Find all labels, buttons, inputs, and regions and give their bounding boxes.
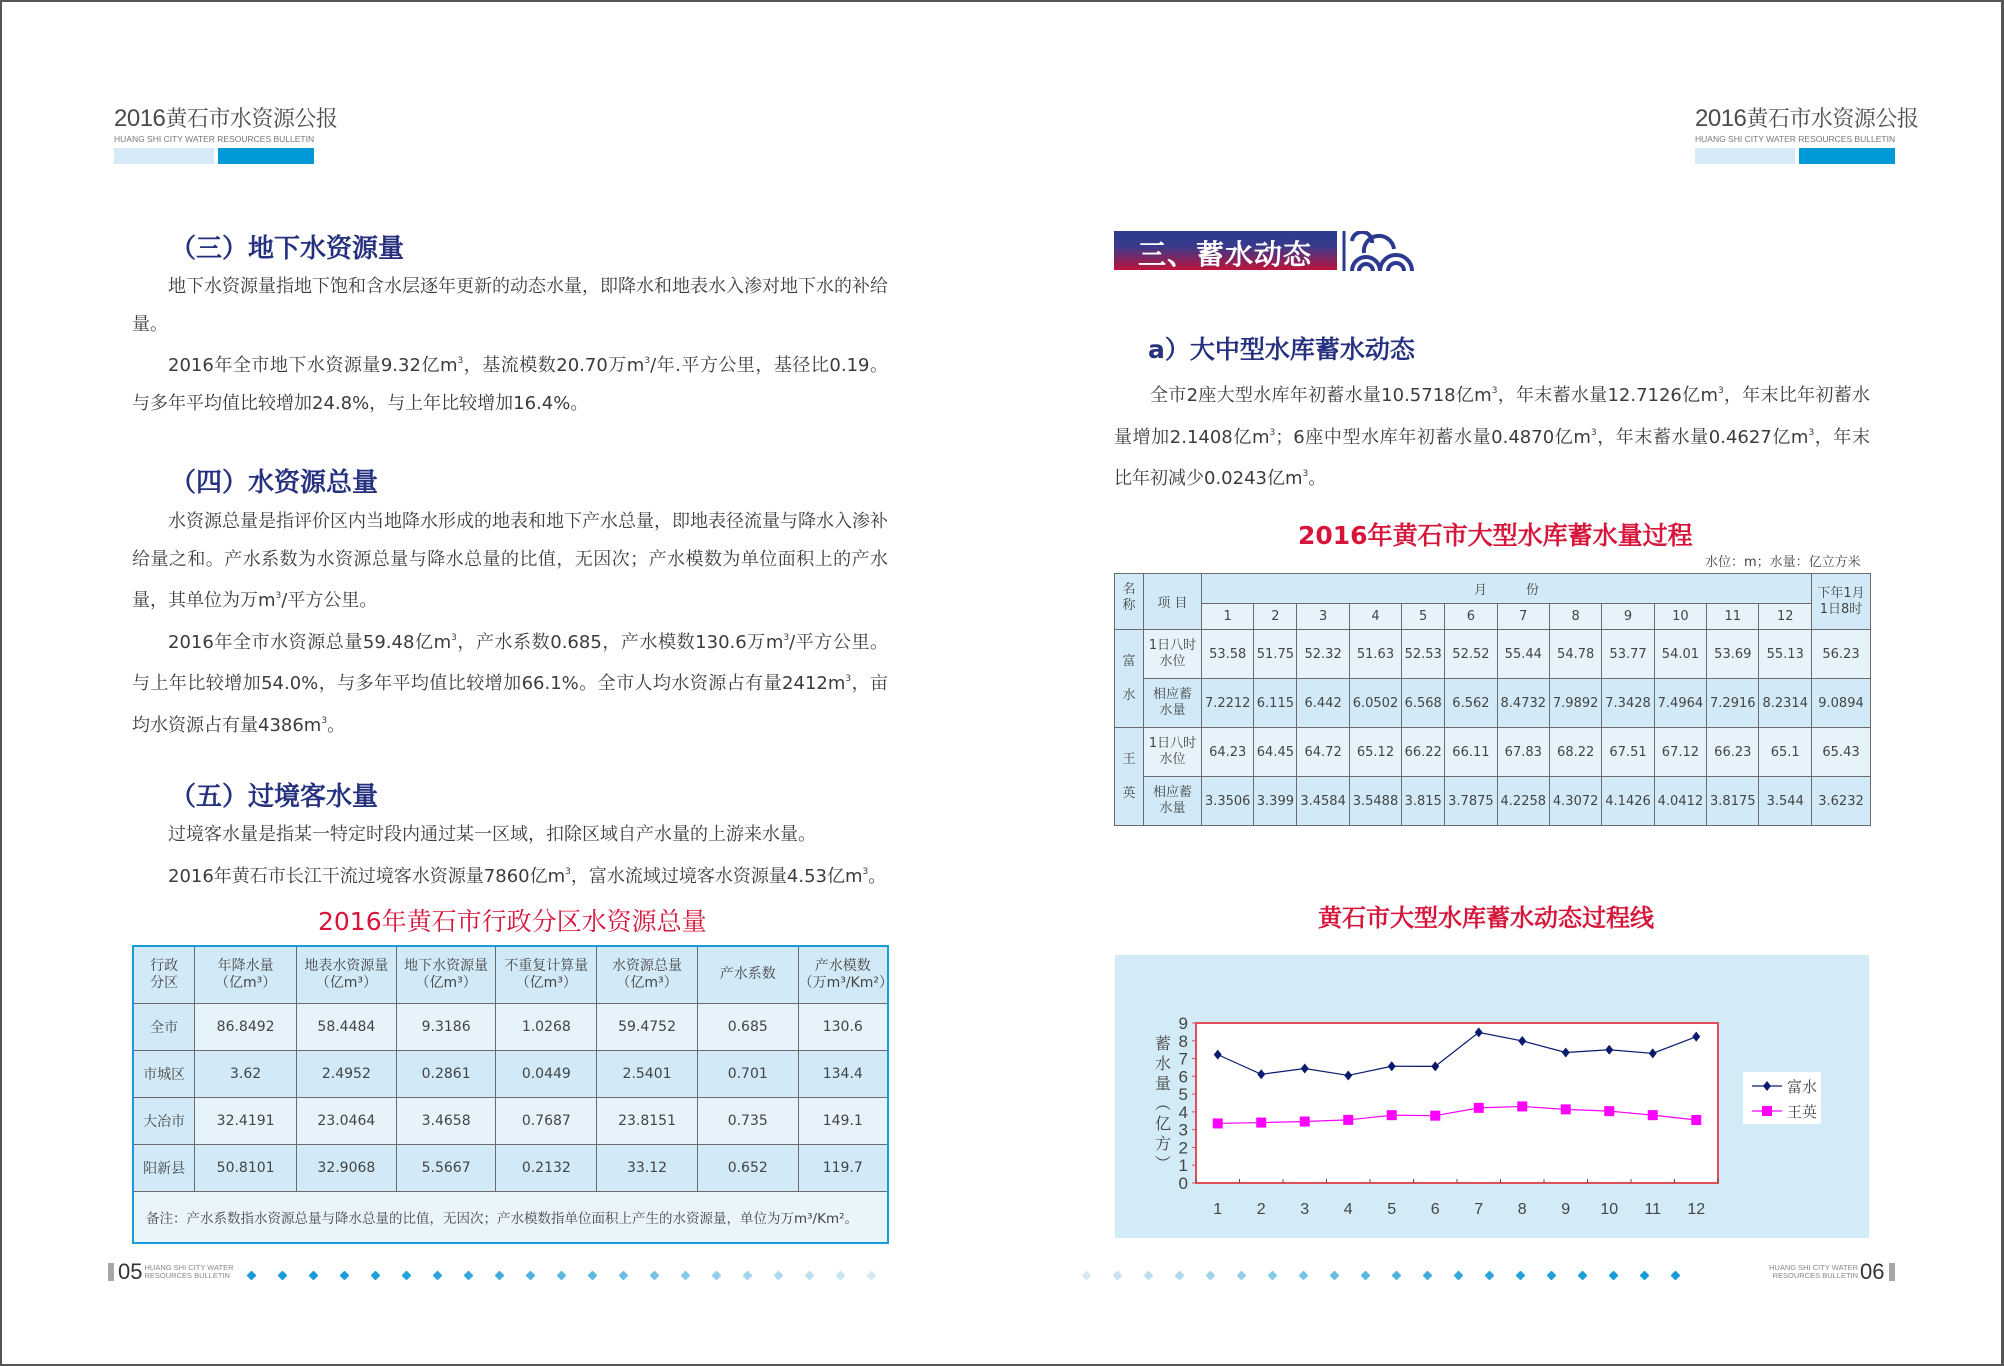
section-heading-total: （四）水资源总量 <box>170 468 379 498</box>
y-axis-label: 蓄 <box>1154 1034 1172 1053</box>
data-point <box>1300 1117 1310 1127</box>
data-point <box>1256 1118 1266 1128</box>
x-tick-label: 8 <box>1517 1201 1527 1218</box>
data-point <box>1561 1104 1571 1114</box>
legend-label: 富水 <box>1787 1078 1818 1096</box>
table-row: 市城区 3.62 2.4952 0.2861 0.0449 2.5401 0.701 134.4 <box>133 1050 888 1097</box>
wave-icon <box>1342 231 1422 271</box>
col-header: 年降水量 （亿m³） <box>195 946 297 1003</box>
x-tick-label: 12 <box>1687 1201 1706 1218</box>
footer-caption: HUANG SHI CITY WATER RESOURCES BULLETIN <box>144 1263 234 1280</box>
header-bars <box>1695 148 1895 164</box>
reservoir-name: 富水 <box>1115 630 1144 728</box>
month-row: 1 2 3 4 5 6 7 8 9 10 11 12 <box>1115 604 1871 630</box>
x-tick-label: 5 <box>1387 1201 1397 1218</box>
data-point <box>1343 1115 1353 1125</box>
y-tick-label: 2 <box>1178 1138 1188 1158</box>
legend-marker <box>1762 1106 1772 1116</box>
data-point <box>1604 1106 1614 1116</box>
table-row: 全市 86.8492 58.4484 9.3186 1.0268 59.4752 0.685 130.6 <box>133 1003 888 1050</box>
x-tick-label: 4 <box>1343 1201 1353 1218</box>
col-header-item: 项 目 <box>1144 574 1202 630</box>
page-marker <box>108 1263 114 1281</box>
plot-area <box>1196 1023 1718 1183</box>
col-header-name: 名称 <box>1115 574 1144 630</box>
page-marker <box>1889 1263 1895 1281</box>
bulletin-title: 2016黄石市水资源公报 <box>114 105 338 132</box>
col-header: 水资源总量 （亿m³） <box>597 946 698 1003</box>
district-resources-table <box>132 945 893 1244</box>
x-tick-label: 1 <box>1213 1201 1223 1218</box>
y-axis-label: 方 <box>1154 1134 1172 1153</box>
data-point <box>1517 1101 1527 1111</box>
x-tick-label: 3 <box>1300 1201 1310 1218</box>
footer-dots-left <box>248 1272 899 1279</box>
y-tick-label: 0 <box>1178 1174 1188 1193</box>
footer-left <box>108 1259 234 1284</box>
col-header: 地表水资源量 （亿m³） <box>296 946 396 1003</box>
footer-right <box>1769 1259 1895 1284</box>
legend-label: 王英 <box>1787 1103 1818 1121</box>
reservoir-storage-table <box>1114 573 1871 826</box>
section-heading-transit: （五）过境客水量 <box>170 782 379 812</box>
y-tick-label: 4 <box>1178 1102 1188 1122</box>
y-axis-label: ︵ <box>1154 1094 1172 1113</box>
section-banner: 三、蓄水动态 <box>1114 231 1337 270</box>
header-brand-right <box>1695 102 1919 164</box>
table-header-row <box>133 946 888 1003</box>
y-axis-label: 亿 <box>1154 1114 1172 1133</box>
table-row: 相应蓄水量 3.3506 3.399 3.4584 3.5488 3.815 3.7875 4.2258 4.3072 4.1426 4.0412 3.8175 3.544 3.6232 <box>1115 777 1871 826</box>
col-header-next-year: 下年1月1日8时 <box>1812 574 1871 630</box>
table-row: 王英 1日八时水位 64.23 64.45 64.72 65.12 66.22 66.11 67.83 68.22 67.51 67.12 66.23 65.1 65.43 <box>1115 728 1871 777</box>
bulletin-title: 2016黄石市水资源公报 <box>1695 105 1919 132</box>
y-tick-label: 5 <box>1178 1085 1188 1105</box>
footer-caption: HUANG SHI CITY WATER RESOURCES BULLETIN <box>1769 1263 1859 1280</box>
table-row: 大冶市 32.4191 23.0464 3.4658 0.7687 23.8151 0.735 149.1 <box>133 1097 888 1144</box>
x-tick-label: 6 <box>1430 1201 1440 1218</box>
y-axis-label: 量 <box>1154 1074 1172 1093</box>
table-note: 备注：产水系数指水资源总量与降水总量的比值，无因次；产水模数指单位面积上产生的水资源量，单位为万m³/Km²。 <box>133 1191 888 1243</box>
x-tick-label: 9 <box>1561 1201 1571 1218</box>
table-title-district: 2016年黄石市行政分区水资源总量 <box>318 907 707 936</box>
bulletin-subtitle: HUANG SHI CITY WATER RESOURCES BULLETIN <box>114 134 315 144</box>
x-tick-label: 2 <box>1256 1201 1266 1218</box>
data-point <box>1387 1110 1397 1120</box>
col-header: 行政 分区 <box>133 946 195 1003</box>
col-header: 产水模数 （万m³/Km²） <box>798 946 888 1003</box>
data-point <box>1474 1103 1484 1113</box>
col-header: 地下水资源量 （亿m³） <box>396 946 496 1003</box>
x-tick-label: 7 <box>1474 1201 1484 1218</box>
groundwater-text: 地下水资源量指地下饱和含水层逐年更新的动态水量，即降水和地表水入渗对地下水的补给量。 2016年全市地下水资源量9.32亿$m^3$，基流模数20.70万$m^3/$年.平方公里，基径比0.19。与多年平均值比较增加24.8%，与上年比较增加16.4%。 <box>132 276 888 414</box>
y-tick-label: 7 <box>1178 1049 1188 1069</box>
subsection-heading: a）大中型水库蓄水动态 <box>1148 335 1415 364</box>
storage-line-chart <box>1115 955 1869 1238</box>
y-tick-label: 9 <box>1178 1014 1188 1033</box>
col-header: 不重复计算量 （亿m³） <box>496 946 597 1003</box>
chart-title: 黄石市大型水库蓄水动态过程线 <box>1318 904 1654 932</box>
col-header-month: 月 份 <box>1202 574 1812 604</box>
x-tick-label: 10 <box>1600 1201 1619 1218</box>
table-row: 阳新县 50.8101 32.9068 5.5667 0.2132 33.12 0.652 119.7 <box>133 1144 888 1191</box>
section-heading-groundwater: （三）地下水资源量 <box>170 234 405 264</box>
data-point <box>1691 1115 1701 1125</box>
x-tick-label: 11 <box>1644 1201 1662 1218</box>
header-brand-left <box>114 102 338 164</box>
page-number: 05 <box>118 1259 143 1284</box>
page-number: 06 <box>1860 1259 1885 1284</box>
reservoir-name: 王英 <box>1115 728 1144 826</box>
y-axis-label: 水 <box>1154 1054 1172 1073</box>
storage-text: 全市2座大型水库年初蓄水量10.5718亿$m^3$，年末蓄水量12.7126亿$m^3$，年末比年初蓄水量增加2.1408亿$m^3$；6座中型水库年初蓄水量0.4870亿$m^3$，年末蓄水量0.4627亿$m^3$，年末比年初减少0.0243亿$m^3$。 <box>1114 385 1871 489</box>
y-tick-label: 6 <box>1178 1067 1188 1087</box>
col-header: 产水系数 <box>697 946 798 1003</box>
y-tick-label: 8 <box>1178 1031 1188 1051</box>
data-point <box>1648 1110 1658 1120</box>
table-title-reservoir: 2016年黄石市大型水库蓄水量过程 <box>1298 521 1693 550</box>
y-tick-label: 3 <box>1178 1120 1188 1140</box>
data-point <box>1430 1111 1440 1121</box>
data-point <box>1213 1118 1223 1128</box>
table-row: 相应蓄水量 7.2212 6.115 6.442 6.0502 6.568 6.562 8.4732 7.9892 7.3428 7.4964 7.2916 8.2314 9.0894 <box>1115 679 1871 728</box>
footer-dots-right <box>1083 1272 1703 1279</box>
total-resources-text: 水资源总量是指评价区内当地降水形成的地表和地下产水总量，即地表径流量与降水入渗补给量之和。产水系数为水资源总量与降水总量的比值，无因次；产水模数为单位面积上的产水量，其单位为万$m^3/$平方公里。 2016年全市水资源总量59.48亿$m^3$，产水系数0.685，产水模数130.6万$m^3/$平方公里。与上年比较增加54.0%，与多年平均值比较增加66.1%。全市人均水资源占有量$2412m^3$，亩均水资源占有量$4386m^3$。 <box>132 511 889 736</box>
y-tick-label: 1 <box>1178 1156 1188 1176</box>
table-note-row <box>133 1191 888 1243</box>
unit-note: 水位：m；水量：亿立方米 <box>1705 555 1861 570</box>
table-row: 富水 1日八时水位 53.58 51.75 52.32 51.63 52.53 52.52 55.44 54.78 53.77 54.01 53.69 55.13 56.23 <box>1115 630 1871 679</box>
y-axis-label: ︶ <box>1154 1154 1172 1173</box>
transit-water-text: 过境客水量是指某一特定时段内通过某一区域，扣除区域自产水量的上游来水量。 2016年黄石市长江干流过境客水资源量7860亿$m^3$，富水流域过境客水资源量4.53亿$m^3$。 <box>168 824 887 887</box>
bulletin-subtitle: HUANG SHI CITY WATER RESOURCES BULLETIN <box>1695 134 1896 144</box>
header-bars <box>114 148 314 164</box>
